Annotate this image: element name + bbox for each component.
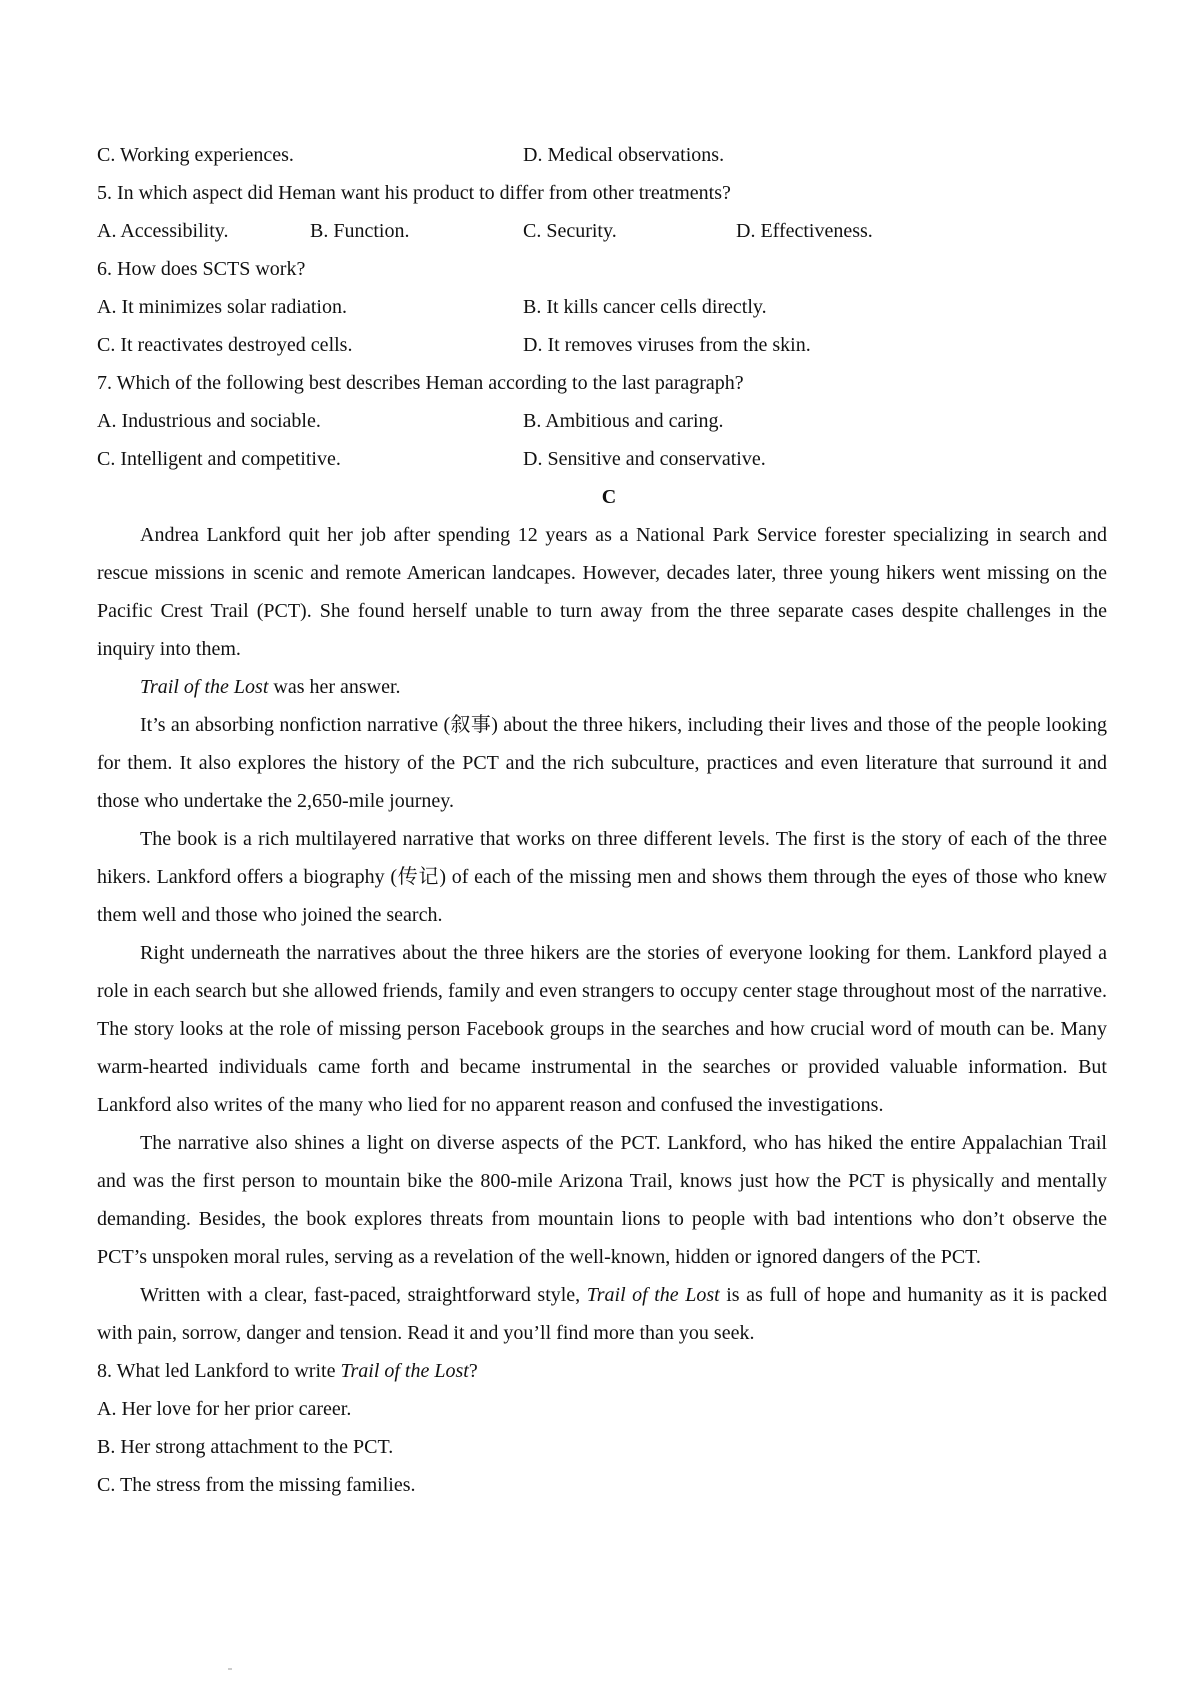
- page-mark: [228, 1668, 232, 1670]
- q5-option-c: C. Security.: [523, 220, 617, 242]
- q7-option-a: A. Industrious and sociable.: [97, 410, 321, 432]
- q6-options-row-2: [97, 326, 1107, 364]
- q7-option-d: D. Sensitive and conservative.: [523, 448, 766, 470]
- q5-option-b: B. Function.: [310, 220, 410, 242]
- passage-paragraph-7: [97, 1276, 1107, 1352]
- q6-option-a: A. It minimizes solar radiation.: [97, 296, 347, 318]
- q8-option-c: C. The stress from the missing families.: [97, 1474, 416, 1496]
- q7-options-row-1: [97, 402, 1107, 440]
- q6-options-row-1: [97, 288, 1107, 326]
- q5-option-d: D. Effectiveness.: [736, 220, 873, 242]
- q8-stem: [97, 1352, 1107, 1390]
- q4-option-d: D. Medical observations.: [523, 144, 725, 166]
- q7-stem: 7. Which of the following best describes Heman according to the last paragraph?: [97, 372, 744, 394]
- q7-options-row-2: [97, 440, 1107, 478]
- passage-paragraph-6: The narrative also shines a light on diverse aspects of the PCT. Lankford, who has hiked the entire Appalachian Trail and was the first person to mountain bike the 800-mile Arizona Trail, knows just how the PCT is physically and mentally demanding. Besides, the book explores threats from mountain lions to people with bad intentions who don’t observe the PCT’s unspoken moral rules, serving as a revelation of the well-known, hidden or ignored dangers of the PCT.: [97, 1132, 1107, 1268]
- passage-paragraph-3: It’s an absorbing nonfiction narrative (叙事) about the three hikers, including their lives and those of the people looking for them. It also explores the history of the PCT and the rich subculture, practices and even literature that surround it and those who undertake the 2,650-mile journey.: [97, 714, 1107, 812]
- q6-option-d: D. It removes viruses from the skin.: [523, 334, 811, 356]
- book-title: Trail of the Lost: [340, 1360, 469, 1382]
- book-title: Trail of the Lost: [586, 1284, 720, 1306]
- q4-option-c: C. Working experiences.: [97, 144, 294, 166]
- passage-paragraph-2: [97, 668, 1107, 706]
- paragraph-2-text: was her answer.: [268, 676, 401, 698]
- paragraph-7-text: is as full of hope and humanity as it is packed with pain, sorrow, danger and tension. Read it and you’ll find more than you seek.: [97, 1284, 1108, 1344]
- q8-stem-end: ?: [468, 1360, 478, 1382]
- q5-stem: 5. In which aspect did Heman want his product to differ from other treatments?: [97, 182, 731, 204]
- passage-paragraph-4: The book is a rich multilayered narrative that works on three different levels. The first is the story of each of the three hikers. Lankford offers a biography (传记) of each of the missing men and shows them through the eyes of those who knew them well and those who joined the search.: [97, 828, 1107, 926]
- q7-option-b: B. Ambitious and caring.: [523, 410, 724, 432]
- q4-options-row: [97, 136, 1107, 174]
- passage-paragraph-5: Right underneath the narratives about the three hikers are the stories of everyone looking for them. Lankford played a role in each search but she allowed friends, family and even strangers to occupy center stage throughout most of the narrative. The story looks at the role of missing person Facebook groups in the searches and how crucial word of mouth can be. Many warm-hearted individuals came forth and became instrumental in the searches or provided valuable information. But Lankford also writes of the many who lied for no apparent reason and confused the investigations.: [97, 942, 1107, 1116]
- q6-option-c: C. It reactivates destroyed cells.: [97, 334, 353, 356]
- q8-option-b: B. Her strong attachment to the PCT.: [97, 1436, 394, 1458]
- exam-page: [97, 136, 1107, 1504]
- q6-option-b: B. It kills cancer cells directly.: [523, 296, 767, 318]
- section-heading: C: [601, 486, 617, 508]
- q7-option-c: C. Intelligent and competitive.: [97, 448, 341, 470]
- paragraph-7-lead: Written with a clear, fast-paced, straightforward style,: [140, 1284, 587, 1306]
- q8-stem-lead: 8. What led Lankford to write: [97, 1360, 341, 1382]
- q5-options-row: [97, 212, 1107, 250]
- q8-option-a: A. Her love for her prior career.: [97, 1398, 352, 1420]
- passage-paragraph-1: Andrea Lankford quit her job after spending 12 years as a National Park Service forester specializing in search and rescue missions in scenic and remote American landcapes. However, decades later, three young hikers went missing on the Pacific Crest Trail (PCT). She found herself unable to turn away from the three separate cases despite challenges in the inquiry into them.: [97, 524, 1107, 660]
- book-title: Trail of the Lost: [140, 676, 269, 698]
- q6-stem: 6. How does SCTS work?: [97, 258, 306, 280]
- q5-option-a: A. Accessibility.: [97, 220, 229, 242]
